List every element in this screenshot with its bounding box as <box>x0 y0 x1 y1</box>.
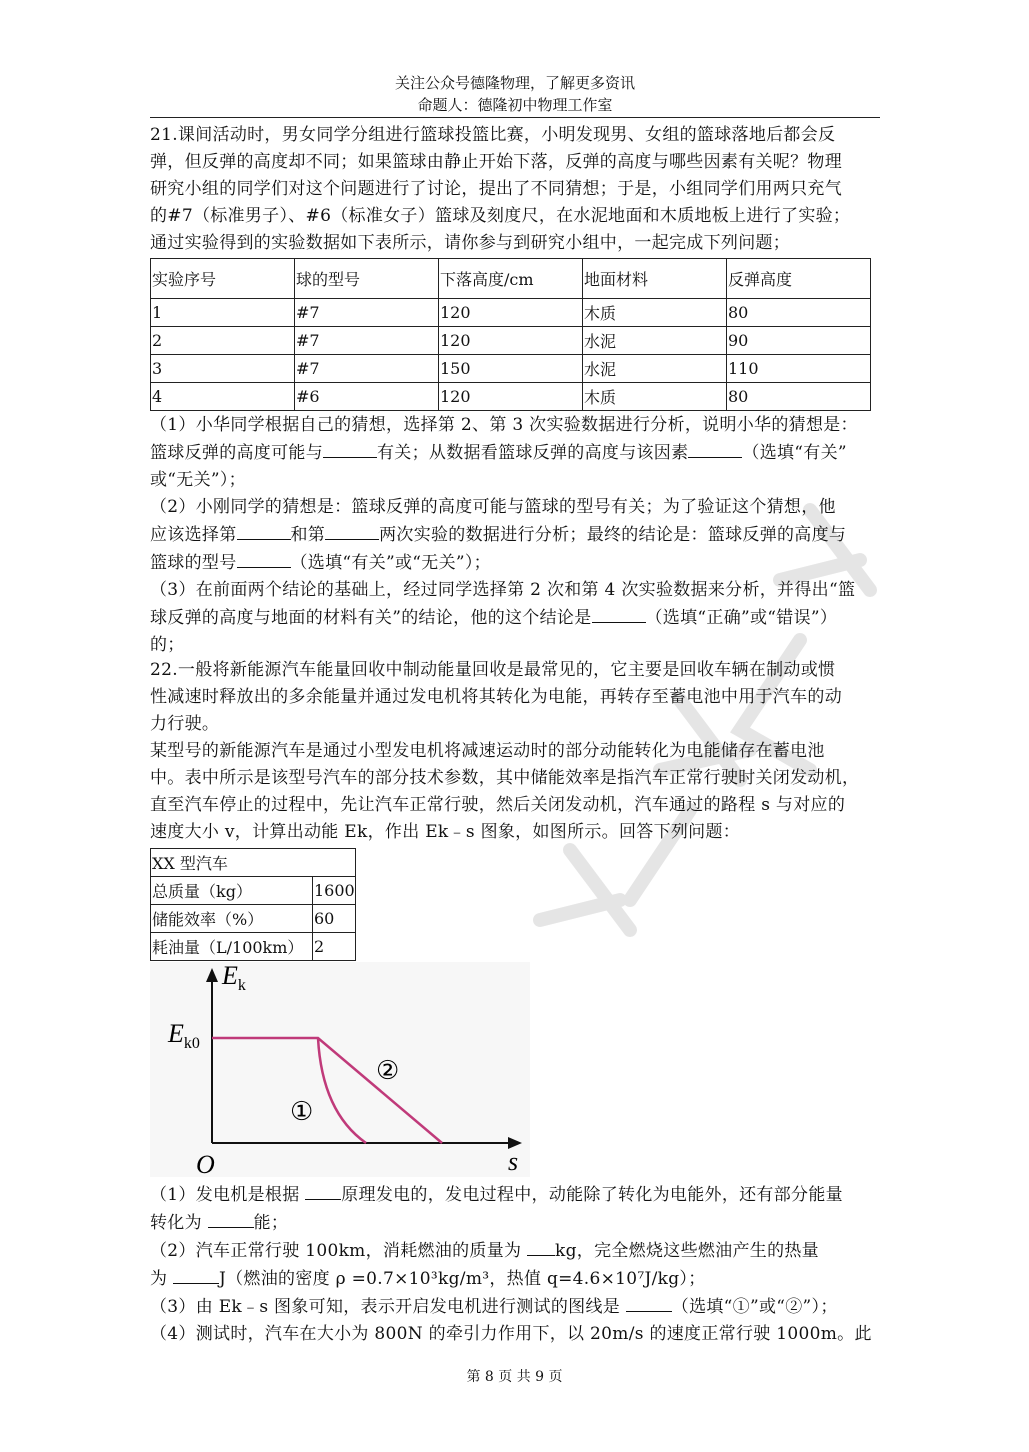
graph-background <box>150 962 530 1177</box>
q22-intro <box>150 657 880 846</box>
table-cell: 2 <box>313 933 356 961</box>
table-cell: 3 <box>151 355 295 383</box>
q21-part3-line2 <box>150 604 880 632</box>
q21-part2-line2 <box>150 521 880 549</box>
q21-part3-text: （选填“正确”或“错误”） <box>645 608 838 628</box>
spec-table-title: XX 型汽车 <box>151 849 356 877</box>
table-header-cell: 下落高度/cm <box>439 259 583 299</box>
q21-part1-line1: （1）小华同学根据自己的猜想，选择第 2、第 3 次实验数据进行分析，说明小华的猜想是： <box>150 415 858 435</box>
q22-intro-line: 中。表中所示是该型号汽车的部分技术参数，其中储能效率是指汽车正常行驶时关闭发动机， <box>150 768 860 788</box>
origin-label: O <box>196 1150 215 1177</box>
table-cell: 1 <box>151 299 295 327</box>
q22-questions <box>150 1181 880 1348</box>
table-cell: #7 <box>295 327 439 355</box>
table-cell: 耗油量（L/100km） <box>151 933 313 961</box>
q21-part3-line1: （3）在前面两个结论的基础上，经过同学选择第 2 次和第 4 次实验数据来分析，并得出“篮 <box>150 580 856 600</box>
table-cell: 水泥 <box>583 327 727 355</box>
q21-part1-text: （选填“有关” <box>742 443 847 463</box>
q22-part2-text: kg，完全燃烧这些燃油产生的热量 <box>555 1241 819 1261</box>
table-cell: #6 <box>295 383 439 411</box>
curve-1-label: ① <box>290 1097 314 1127</box>
q21-intro-line: 21.课间活动时，男女同学分组进行篮球投篮比赛，小明发现男、女组的篮球落地后都会反 <box>150 125 836 145</box>
table-cell: 90 <box>727 327 871 355</box>
q22-intro-line: 某型号的新能源汽车是通过小型发电机将减速运动时的部分动能转化为电能储存在蓄电池 <box>150 741 825 761</box>
answer-blank[interactable] <box>173 1265 219 1284</box>
table-cell: 总质量（kg） <box>151 877 313 905</box>
answer-blank[interactable] <box>325 521 379 540</box>
table-row <box>151 877 356 905</box>
q21-part2-text: 篮球的型号 <box>150 553 237 573</box>
q21-questions <box>150 412 880 659</box>
q21-part2-line3 <box>150 549 880 577</box>
table-row <box>151 299 871 327</box>
q22-part1-text: 能； <box>253 1213 289 1233</box>
answer-blank[interactable] <box>527 1237 555 1256</box>
table-cell: 120 <box>439 327 583 355</box>
table-cell: 1600 <box>313 877 356 905</box>
q21-part3-text: 球反弹的高度与地面的材料有关”的结论，他的这个结论是 <box>150 608 592 628</box>
table-row <box>151 933 356 961</box>
q21-data-table <box>150 258 871 411</box>
q22-part2-text: 为 <box>150 1269 174 1289</box>
table-header-cell: 球的型号 <box>295 259 439 299</box>
page-number: 第 8 页 共 9 页 <box>466 1369 563 1385</box>
q22-intro-line: 直至汽车停止的过程中，先让汽车正常行驶，然后关闭发动机，汽车通过的路程 s 与对应的 <box>150 795 846 815</box>
table-row <box>151 849 356 877</box>
q21-part1-line3: 或“无关”）； <box>150 470 246 490</box>
y-axis-label: $E_k$ <box>222 962 246 994</box>
table-header-cell: 反弹高度 <box>727 259 871 299</box>
q22-part3-text: （选填“①”或“②”）； <box>671 1297 838 1317</box>
q22-part1-text: 转化为 <box>150 1213 208 1233</box>
table-cell: 储能效率（%） <box>151 905 313 933</box>
table-cell: 120 <box>439 383 583 411</box>
q21-part2-text: 应该选择第 <box>150 525 237 545</box>
table-cell: 4 <box>151 383 295 411</box>
curve-2-label: ② <box>376 1056 400 1086</box>
q22-part2-text: （2）汽车正常行驶 100km，消耗燃油的质量为 <box>150 1241 527 1261</box>
table-row <box>151 327 871 355</box>
q22-spec-table <box>150 848 356 961</box>
q21-intro <box>150 122 880 257</box>
header-line-2: 命题人：德隆初中物理工作室 <box>417 96 613 114</box>
answer-blank[interactable] <box>305 1181 341 1200</box>
q21-part2-text: 两次实验的数据进行分析；最终的结论是：篮球反弹的高度与 <box>379 525 847 545</box>
q21-part2-text: （选填“有关”或“无关”）； <box>290 553 491 573</box>
header-line-1: 关注公众号德隆物理，了解更多资讯 <box>394 74 635 92</box>
table-cell: 木质 <box>583 383 727 411</box>
table-cell: 80 <box>727 383 871 411</box>
q22-part2-text: J（燃油的密度 ρ =0.7×10³kg/m³，热值 q=4.6×10⁷J/kg）； <box>219 1269 706 1289</box>
q22-part2-line1 <box>150 1237 880 1265</box>
answer-blank[interactable] <box>592 604 646 623</box>
q22-part1-text: （1）发电机是根据 <box>150 1185 306 1205</box>
table-row <box>151 905 356 933</box>
table-header-cell: 地面材料 <box>583 259 727 299</box>
table-cell: 木质 <box>583 299 727 327</box>
table-header-cell: 实验序号 <box>151 259 295 299</box>
table-cell: 110 <box>727 355 871 383</box>
answer-blank[interactable] <box>237 549 291 568</box>
table-row <box>151 383 871 411</box>
table-cell: 120 <box>439 299 583 327</box>
q22-intro-line: 速度大小 v，计算出动能 Ek，作出 Ek﹣s 图象，如图所示。回答下列问题： <box>150 822 741 842</box>
q22-part1-line1 <box>150 1181 880 1209</box>
ek0-label: $E_{k0}$ <box>168 1019 200 1052</box>
table-cell: 水泥 <box>583 355 727 383</box>
q21-part1-line2 <box>150 439 880 467</box>
ek-s-graph <box>150 962 530 1177</box>
q21-intro-line: 弹，但反弹的高度却不同；如果篮球由静止开始下落，反弹的高度与哪些因素有关呢？物理 <box>150 152 842 172</box>
q22-part4-line1: （4）测试时，汽车在大小为 800N 的牵引力作用下，以 20m/s 的速度正常行驶 1000m。此 <box>150 1324 872 1344</box>
q22-part3-line1 <box>150 1293 880 1321</box>
answer-blank[interactable] <box>688 439 742 458</box>
header-divider <box>150 117 880 118</box>
q21-part2-text: 和第 <box>290 525 326 545</box>
q21-part3-line3: 的； <box>150 635 185 655</box>
table-cell: 150 <box>439 355 583 383</box>
table-header-row <box>151 259 871 299</box>
table-cell: 60 <box>313 905 356 933</box>
q21-intro-line: 的#7（标准男子）、#6（标准女子）篮球及刻度尺，在水泥地面和木质地板上进行了实验； <box>150 206 851 226</box>
q22-part1-line2 <box>150 1209 880 1237</box>
table-cell: 80 <box>727 299 871 327</box>
answer-blank[interactable] <box>208 1209 254 1228</box>
table-cell: #7 <box>295 299 439 327</box>
answer-blank[interactable] <box>323 439 377 458</box>
q22-intro-line: 性减速时释放出的多余能量并通过发电机将其转化为电能，再转存至蓄电池中用于汽车的动 <box>150 687 842 707</box>
q21-intro-line: 通过实验得到的实验数据如下表所示，请你参与到研究小组中，一起完成下列问题； <box>150 233 791 253</box>
answer-blank[interactable] <box>626 1293 672 1312</box>
q22-part2-line2 <box>150 1265 880 1293</box>
q21-part1-text: 篮球反弹的高度可能与 <box>150 443 323 463</box>
q21-part2-line1: （2）小刚同学的猜想是：篮球反弹的高度可能与篮球的型号有关；为了验证这个猜想，他 <box>150 497 836 517</box>
q22-part1-text: 原理发电的，发电过程中，动能除了转化为电能外，还有部分能量 <box>341 1185 843 1205</box>
table-row <box>151 355 871 383</box>
answer-blank[interactable] <box>237 521 291 540</box>
q22-intro-line: 力行驶。 <box>150 714 220 734</box>
table-cell: #7 <box>295 355 439 383</box>
x-axis-label: s <box>508 1147 519 1176</box>
q21-part1-text: 有关；从数据看篮球反弹的高度与该因素 <box>377 443 689 463</box>
q21-intro-line: 研究小组的同学们对这个问题进行了讨论，提出了不同猜想；于是，小组同学们用两只充气 <box>150 179 842 199</box>
table-cell: 2 <box>151 327 295 355</box>
q22-part3-text: （3）由 Ek﹣s 图象可知，表示开启发电机进行测试的图线是 <box>150 1297 626 1317</box>
q22-intro-line: 22.一般将新能源汽车能量回收中制动能量回收是最常见的，它主要是回收车辆在制动或惯 <box>150 660 836 680</box>
